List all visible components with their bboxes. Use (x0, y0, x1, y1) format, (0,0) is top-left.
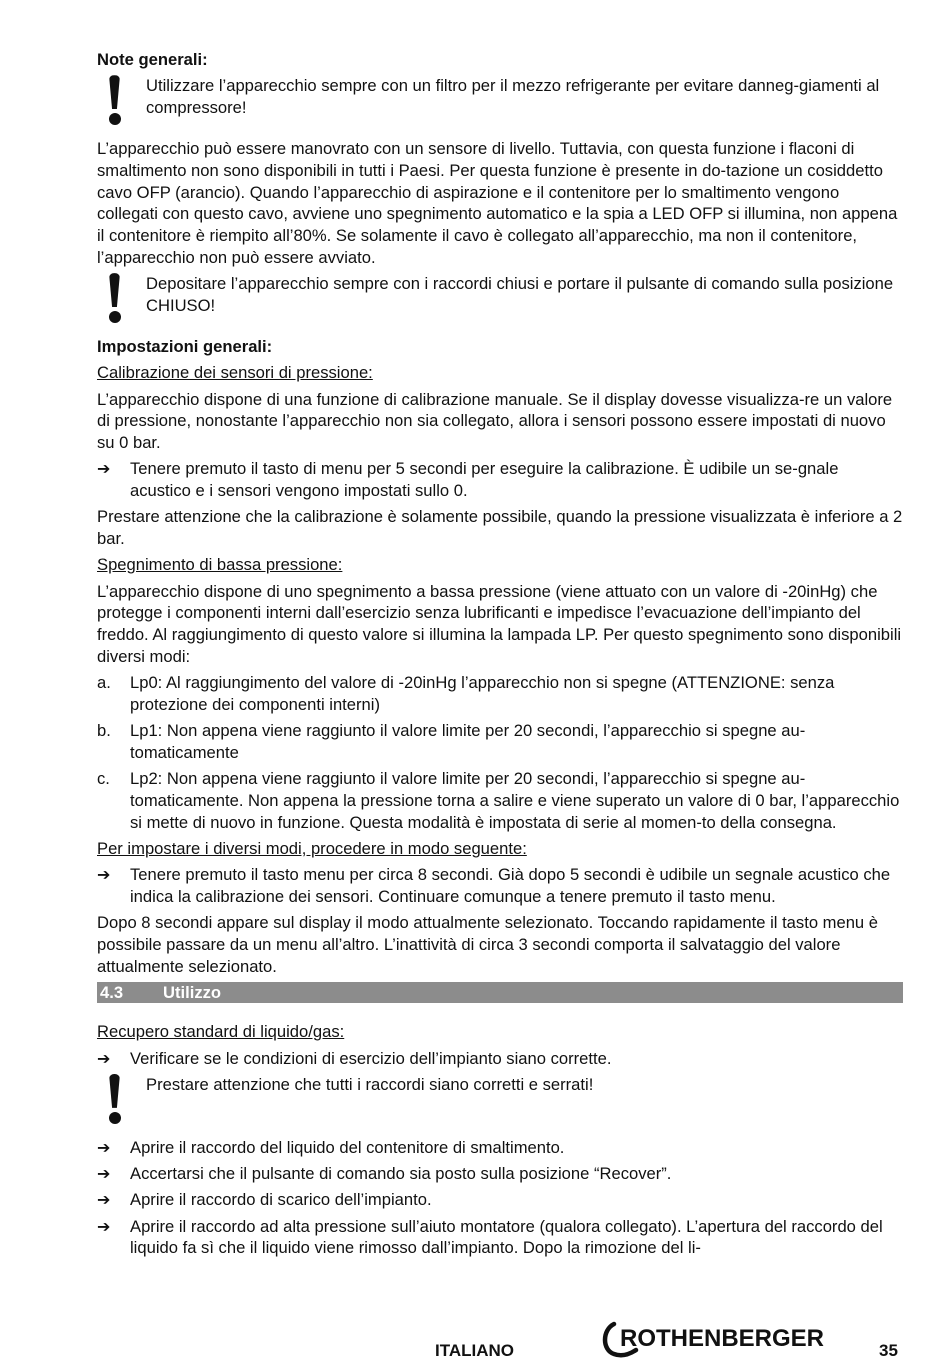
warning-text: Depositare l’apparecchio sempre con i raccordi chiusi e portare il pulsante di comando sulla posizione CHIUSO! (146, 274, 894, 315)
arrow-icon: ➔ (97, 1164, 111, 1184)
paragraph: L’apparecchio può essere manovrato con un sensore di livello. Tuttavia, con questa funzione i flaconi di smaltimento non sono disponibili in tutti i Paesi. Per questa funzione è presente in do-tazione un cosiddetto cavo OFP (arancio). Quando l’apparecchio di aspirazione e il contenitore per lo smaltimento vengono collegati con questo cavo, avviene uno spegnimento automatico e la spia a LED OFP si illumina, non appena il contenitore è riempito all’80%. Se solamente il cavo è collegato all’apparecchio, ma non il contenitore, l’apparecchio non può essere avviato. (97, 139, 898, 267)
warning-text: Prestare attenzione che tutti i raccordi siano corretti e serrati! (146, 1074, 594, 1094)
instruction-step (97, 458, 903, 501)
arrow-icon: ➔ (97, 1216, 111, 1236)
exclamation-icon (108, 75, 122, 125)
rothenberger-logo-icon (600, 1320, 850, 1358)
step-text: Aprire il raccordo di scarico dell’impianto. (130, 1190, 432, 1210)
note-heading: Note generali: (97, 50, 208, 69)
instruction-step (97, 1048, 903, 1070)
warning-text: Utilizzare l’apparecchio sempre con un filtro per il mezzo refrigerante per evitare danneg-giamenti al compressore! (146, 76, 880, 117)
section-number: 4.3 (100, 983, 124, 1003)
list-label: a. (97, 673, 111, 693)
list-text: Lp0: Al raggiungimento del valore di -20inHg l’apparecchio non si spegne (ATTENZIONE: senza protezione dei componenti interni) (130, 673, 835, 714)
step-text: Tenere premuto il tasto menu per circa 8 secondi. Già dopo 5 secondi è udibile un segnale acustico che indica la calibrazione dei sensori. Continuare comunque a tenere premuto il tasto menu. (130, 865, 891, 906)
brand-logo (600, 1320, 850, 1358)
footer-language: ITALIANO (435, 1341, 515, 1360)
page-content (97, 49, 903, 1264)
arrow-icon: ➔ (97, 865, 111, 885)
arrow-icon: ➔ (97, 459, 111, 479)
arrow-icon: ➔ (97, 1137, 111, 1157)
low-pressure-heading: Spegnimento di bassa pressione: (97, 555, 343, 575)
step-text: Accertarsi che il pulsante di comando sia posto sulla posizione “Recover”. (130, 1164, 672, 1184)
instruction-step (97, 1163, 903, 1185)
calibration-heading: Calibrazione dei sensori di pressione: (97, 363, 373, 383)
paragraph: Dopo 8 secondi appare sul display il modo attualmente selezionato. Toccando rapidamente il tasto menu è possibile passare da un menu all’altro. L’inattività di circa 3 secondi comporta il salvataggio del valore attualmente selezionato. (97, 913, 878, 976)
instruction-step (97, 1216, 903, 1259)
warning-block (97, 1074, 903, 1130)
section-title: Utilizzo (163, 983, 222, 1003)
list-item (97, 672, 903, 715)
instruction-step (97, 1189, 903, 1211)
paragraph: L’apparecchio dispone di una funzione di calibrazione manuale. Se il display dovesse visualizza-re un valore di pressione, nonostante l’apparecchio non sia collegato, allora i sensori possono essere impostati di nuovo su 0 bar. (97, 389, 893, 453)
recovery-heading: Recupero standard di liquido/gas: (97, 1022, 345, 1042)
list-text: Lp1: Non appena viene raggiunto il valore limite per 20 secondi, l’apparecchio si spegne au-tomaticamente (130, 721, 806, 762)
list-item (97, 768, 903, 833)
instruction-step (97, 864, 903, 907)
page-number: 35 (879, 1341, 898, 1360)
warning-block (97, 75, 903, 131)
arrow-icon: ➔ (97, 1048, 111, 1068)
brand-text: ROTHENBERGER (620, 1325, 825, 1352)
modes-heading: Per impostare i diversi modi, procedere in modo seguente: (97, 838, 527, 858)
settings-heading: Impostazioni generali: (97, 337, 273, 357)
section-header (97, 982, 903, 1003)
step-text: Aprire il raccordo del liquido del contenitore di smaltimento. (130, 1137, 565, 1157)
warning-block (97, 273, 903, 329)
list-label: c. (97, 769, 110, 789)
list-item (97, 720, 903, 763)
step-text: Verificare se le condizioni di esercizio dell’impianto siano corrette. (130, 1048, 612, 1068)
instruction-step (97, 1137, 903, 1159)
step-text: Tenere premuto il tasto di menu per 5 secondi per eseguire la calibrazione. È udibile un se-gnale acustico e i sensori vengono impostati sullo 0. (130, 459, 839, 501)
list-label: b. (97, 721, 111, 741)
paragraph: Prestare attenzione che la calibrazione è solamente possibile, quando la pressione visualizzata è inferiore a 2 bar. (97, 507, 903, 549)
arrow-icon: ➔ (97, 1190, 111, 1210)
exclamation-icon (108, 273, 122, 323)
exclamation-icon (108, 1074, 122, 1124)
step-text: Aprire il raccordo ad alta pressione sull’aiuto montatore (qualora collegato). L’apertura del raccordo del liquido fa sì che il liquido viene rimosso dall’impianto. Dopo la rimozione del li- (130, 1216, 883, 1258)
paragraph: L’apparecchio dispone di uno spegnimento a bassa pressione (viene attuato con un valore di -20inHg) che protegge i componenti interni dall’esercizio senza lubrificanti e impedisce l’evacuazione dell’impianto del freddo. Al raggiungimento di questo valore si illumina la lampada LP. Per questo spegnimento sono disponibili diversi modi: (97, 581, 902, 666)
list-text: Lp2: Non appena viene raggiunto il valore limite per 20 secondi, l’apparecchio si spegne au-tomaticamente. Non appena la pressione torna a salire e viene superato un valore di 0 bar, l’apparecchio si mette di nuovo in funzione. Questa modalità è impostata di serie al momen-to della consegna. (130, 769, 900, 832)
